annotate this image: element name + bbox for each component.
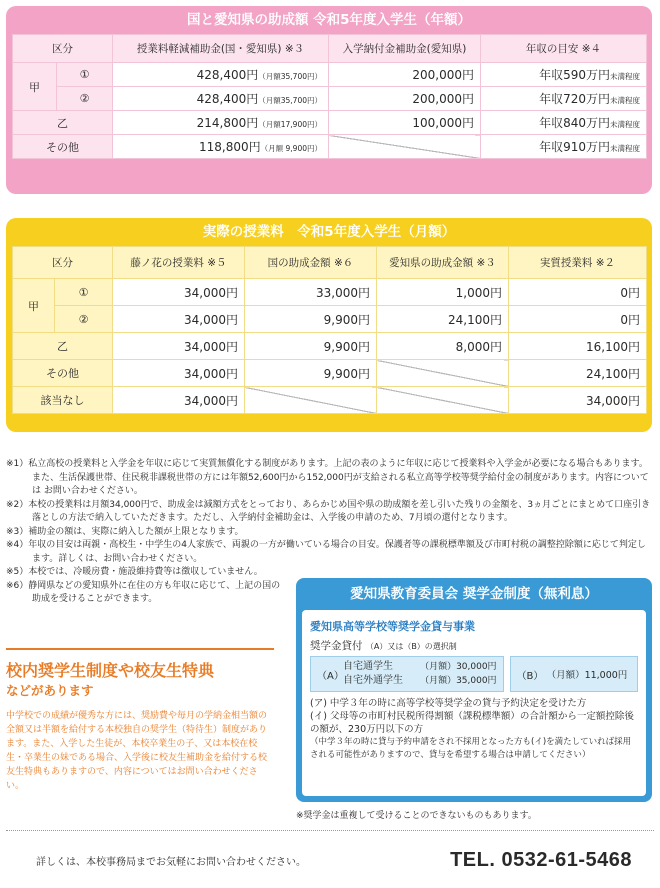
option-b-amount: （月額）11,000円: [546, 670, 628, 681]
tuition-header-category: 区分: [13, 247, 113, 279]
income-guide: 年収720万円: [539, 92, 610, 106]
option-a-amount1: （月額）30,000円: [420, 662, 497, 672]
prefecture-scholarship-box: [296, 578, 652, 802]
aid-table-panel: [6, 6, 652, 194]
tuition-amount: 428,400円: [196, 92, 259, 106]
pref-cell: 8,000円: [377, 333, 509, 360]
row-label: ②: [55, 306, 113, 333]
footnote-4: ※4）年収の目安は両親・高校生・中学生の4人家族で、両親の一方が働いている場合の目安。保護者等の課税標準額及び市町村税の調整控除額に応じて判定します。詳しくは、お問い合わせください。: [6, 540, 646, 564]
table-row: [13, 87, 647, 111]
scholarship-heading: 校内奨学生制度や校友生特典: [6, 661, 215, 680]
group-label-kou: 甲: [13, 63, 57, 111]
pref-cell: 1,000円: [377, 279, 509, 306]
aid-header-entrance: 入学納付金補助金(愛知県): [329, 35, 481, 63]
income-guide: 年収910万円: [539, 140, 610, 154]
tuition-amount: 118,800円: [199, 140, 261, 154]
option-a-amount2: （月額）35,000円: [420, 676, 497, 686]
income-tail: 未満程度: [610, 96, 640, 105]
scholarship-body: 中学校での成績が優秀な方には、奨励費や毎月の学納金相当額の全額又は半額を給付する本校独自の奨学生（特待生）制度があります。また、入学した生徒が、本校卒業生の子、又は本校在校生・卒業生の妹である場合、入学後に校友生補助金を給付する校友生特典もありますので、内容についてはお問い合わせください。: [6, 711, 268, 791]
prefecture-scholarship-subtitle: 愛知県高等学校等奨学金貸与事業: [310, 620, 475, 633]
table-row: [13, 135, 647, 159]
footer-divider: [6, 830, 654, 831]
row-label: ②: [57, 87, 113, 111]
income-tail: 未満程度: [610, 144, 640, 153]
row-label: 乙: [13, 111, 113, 135]
row-label: ①: [55, 279, 113, 306]
footer-text: 詳しくは、本校事務局までお気軽にお問い合わせください。: [36, 856, 306, 868]
national-cell: 33,000円: [245, 279, 377, 306]
condition-b: (イ) 父母等の市町村民税所得割額（課税標準額）の合計額から一定額控除後の額が、230万円以下の方: [310, 711, 634, 735]
entrance-amount: 200,000円: [329, 87, 481, 111]
entrance-amount: 200,000円: [329, 63, 481, 87]
option-a-label: （A）: [317, 670, 344, 682]
row-label: ①: [57, 63, 113, 87]
duplicate-note: ※奨学金は重複して受けることのできないものもあります。: [296, 811, 537, 821]
real-cell: 0円: [509, 279, 647, 306]
condition-note: （中学３年の時に貸与予約申請をされ不採用となった方も(イ)を満たしていれば採用される可能性がありますので、貸与を希望する場合は申請してください）: [310, 737, 632, 760]
prefecture-scholarship-title: 愛知県教育委員会 奨学金制度（無利息）: [350, 586, 598, 602]
monthly-amount: （月額 9,900円）: [260, 144, 322, 153]
fee-cell: 34,000円: [113, 306, 245, 333]
national-cell: 9,900円: [245, 306, 377, 333]
group-label-kou: 甲: [13, 279, 55, 333]
tuition-header-real: 実質授業料 ※２: [509, 247, 647, 279]
real-cell: 0円: [509, 306, 647, 333]
fee-cell: 34,000円: [113, 279, 245, 306]
scholarship-subheading: などがあります: [6, 683, 94, 698]
monthly-amount: （月額17,900円）: [258, 120, 322, 129]
tuition-table-title: 実際の授業料 令和5年度入学生（月額）: [202, 224, 456, 240]
tuition-header-fee: 藤ノ花の授業料 ※５: [113, 247, 245, 279]
empty-cell: [329, 135, 481, 159]
monthly-amount: （月額35,700円）: [258, 96, 322, 105]
aid-table-title: 国と愛知県の助成額 令和5年度入学生（年額）: [186, 12, 472, 28]
row-label: その他: [13, 135, 113, 159]
national-cell: 9,900円: [245, 360, 377, 387]
empty-cell: [377, 360, 509, 387]
national-cell: 9,900円: [245, 333, 377, 360]
aid-table: [12, 34, 647, 159]
tuition-header-pref: 愛知県の助成金額 ※３: [377, 247, 509, 279]
income-guide: 年収840万円: [539, 116, 610, 130]
table-row: [13, 111, 647, 135]
table-row: [13, 387, 647, 414]
row-label: 乙: [13, 333, 113, 360]
monthly-amount: （月額35,700円）: [258, 72, 322, 81]
tuition-table: [12, 246, 647, 414]
tuition-amount: 214,800円: [196, 116, 259, 130]
footnote-3: ※3）補助金の額は、実際に納入した額が上限となります。: [6, 526, 244, 537]
empty-cell: [245, 387, 377, 414]
tuition-table-panel: [6, 218, 652, 432]
entrance-amount: 100,000円: [329, 111, 481, 135]
aid-header-category: 区分: [13, 35, 113, 63]
school-scholarship-section: [6, 648, 274, 793]
loan-note: （A）又は（B）の選択制: [365, 642, 457, 651]
income-tail: 未満程度: [610, 72, 640, 81]
footnote-5: ※5）本校では、冷暖房費・施設維持費等は徴収していません。: [6, 567, 263, 577]
pref-cell: 24,100円: [377, 306, 509, 333]
option-a-line1: 自宅通学生: [343, 661, 393, 672]
fee-cell: 34,000円: [113, 387, 245, 414]
footnote-2: ※2）本校の授業料は月額34,000円で、助成金は減額方式をとっており、あらかじめ国や県の助成額を差し引いた残りの金額を、3ヵ月ごとにまとめて口座引き落としの方法で納入していただきます。ただし、入学納付金補助金は、入学後の申請のため、7月頃の還付となります。: [6, 499, 651, 523]
loan-label-row: [310, 638, 638, 653]
income-tail: 未満程度: [610, 120, 640, 129]
real-cell: 24,100円: [509, 360, 647, 387]
real-cell: 16,100円: [509, 333, 647, 360]
option-b: [510, 656, 638, 692]
footnote-1: ※1）私立高校の授業料と入学金を年収に応じて実質無償化する制度があります。上記の表のように年収に応じて授業料や入学金が必要になる場合もあります。また、生活保護世帯、住民税非課税世帯の方には年額52,600円から152,000円が支給される私立高等学校等奨学給付金の制度があります。内容については お問い合わせください。: [6, 459, 649, 496]
aid-header-income: 年収の目安 ※４: [481, 35, 647, 63]
row-label: 該当なし: [13, 387, 113, 414]
row-label: その他: [13, 360, 113, 387]
income-guide: 年収590万円: [539, 68, 610, 82]
tuition-amount: 428,400円: [196, 68, 259, 82]
fee-cell: 34,000円: [113, 333, 245, 360]
phone-number[interactable]: TEL. 0532-61-5468: [450, 848, 632, 871]
loan-options: [310, 656, 638, 692]
real-cell: 34,000円: [509, 387, 647, 414]
empty-cell: [377, 387, 509, 414]
aid-header-tuition: 授業料軽減補助金(国・愛知県) ※３: [113, 35, 329, 63]
table-row: [13, 306, 647, 333]
tuition-header-national: 国の助成金額 ※６: [245, 247, 377, 279]
loan-label: 奨学金貸付: [310, 640, 363, 652]
table-row: [13, 63, 647, 87]
footnote-6: ※6）静岡県などの愛知県外に在住の方も年収に応じて、上記の国の助成を受けることができます。: [6, 580, 281, 604]
footer: [6, 840, 654, 880]
option-b-label: （B）: [516, 670, 544, 682]
table-row: [13, 333, 647, 360]
condition-a: (ア) 中学３年の時に高等学校等奨学金の貸与予約決定を受けた方: [310, 698, 587, 709]
table-row: [13, 360, 647, 387]
option-a: [310, 656, 504, 692]
table-row: [13, 279, 647, 306]
option-a-line2: 自宅外通学生: [343, 675, 403, 686]
fee-cell: 34,000円: [113, 360, 245, 387]
divider: [6, 648, 274, 650]
prefecture-scholarship-content: [302, 610, 646, 796]
